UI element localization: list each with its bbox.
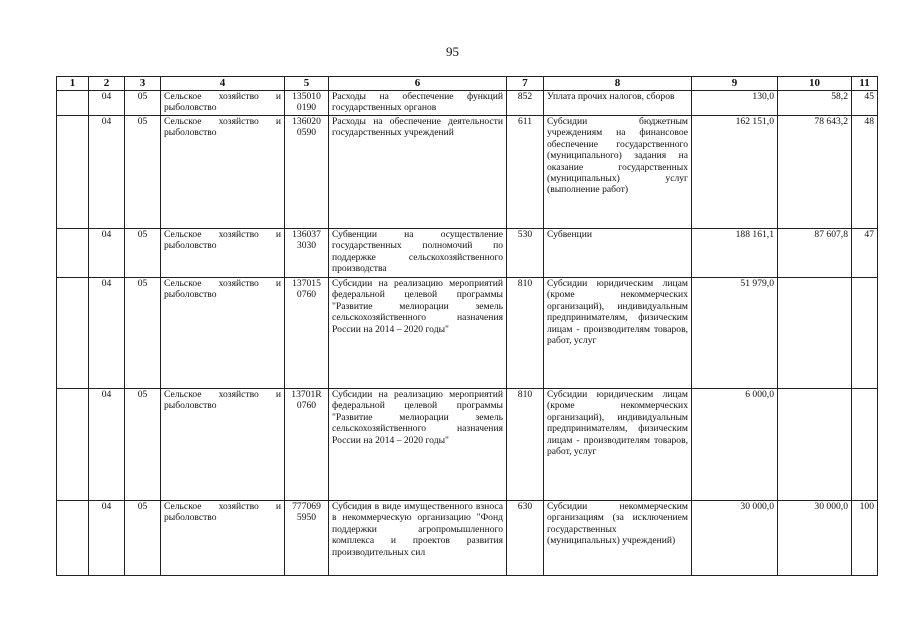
execution-percent xyxy=(852,278,878,389)
section-code: 04 xyxy=(89,116,125,229)
column-header: 10 xyxy=(778,77,852,91)
execution-percent: 48 xyxy=(852,116,878,229)
table-row xyxy=(57,229,878,278)
section-code: 04 xyxy=(89,229,125,278)
article-name: Субсидии на реализацию мероприятий федеральной целевой программы "Развитие мелиорации земель сельскохозяйственного назначения России на 2014 – 2020 годы" xyxy=(329,278,507,389)
target-article-code: 137015 0760 xyxy=(285,278,329,389)
row-cell-empty xyxy=(57,278,89,389)
article-name: Расходы на обеспечение функций государственных органов xyxy=(329,91,507,116)
expense-type-code: 630 xyxy=(507,501,544,576)
table-row xyxy=(57,116,878,229)
executed-amount: 78 643,2 xyxy=(778,116,852,229)
page-number: 95 xyxy=(446,44,459,59)
planned-amount: 130,0 xyxy=(692,91,778,116)
subsection-code: 05 xyxy=(125,501,161,576)
column-header: 8 xyxy=(544,77,692,91)
planned-amount: 6 000,0 xyxy=(692,389,778,501)
executed-amount: 58,2 xyxy=(778,91,852,116)
row-cell-empty xyxy=(57,116,89,229)
section-name: Сельское хозяйство и рыболовство xyxy=(161,116,285,229)
column-header: 11 xyxy=(852,77,878,91)
table-row xyxy=(57,389,878,501)
section-code: 04 xyxy=(89,278,125,389)
expense-type-name: Субсидии юридическим лицам (кроме некоммерческих организаций), индивидуальным предпринимателям, физическим лицам - производителям товаров, работ, услуг xyxy=(544,278,692,389)
article-name: Расходы на обеспечение деятельности государственных учреждений xyxy=(329,116,507,229)
row-cell-empty xyxy=(57,501,89,576)
column-header: 5 xyxy=(285,77,329,91)
execution-percent: 100 xyxy=(852,501,878,576)
header-row xyxy=(57,77,878,91)
subsection-code: 05 xyxy=(125,91,161,116)
section-name: Сельское хозяйство и рыболовство xyxy=(161,389,285,501)
planned-amount: 30 000,0 xyxy=(692,501,778,576)
section-name: Сельское хозяйство и рыболовство xyxy=(161,278,285,389)
article-name: Субсидии на реализацию мероприятий федеральной целевой программы "Развитие мелиорации земель сельскохозяйственного назначения России на 2014 – 2020 годы" xyxy=(329,389,507,501)
column-header: 7 xyxy=(507,77,544,91)
expense-type-code: 810 xyxy=(507,389,544,501)
expense-type-code: 611 xyxy=(507,116,544,229)
expense-type-code: 852 xyxy=(507,91,544,116)
table-row xyxy=(57,278,878,389)
target-article-code: 777069 5950 xyxy=(285,501,329,576)
planned-amount: 188 161,1 xyxy=(692,229,778,278)
subsection-code: 05 xyxy=(125,229,161,278)
expense-type-code: 530 xyxy=(507,229,544,278)
table-row xyxy=(57,91,878,116)
subsection-code: 05 xyxy=(125,278,161,389)
table-row xyxy=(57,501,878,576)
article-name: Субвенции на осуществление государственных полномочий по поддержке сельскохозяйственного производства xyxy=(329,229,507,278)
row-cell-empty xyxy=(57,91,89,116)
subsection-code: 05 xyxy=(125,116,161,229)
execution-percent xyxy=(852,389,878,501)
section-code: 04 xyxy=(89,389,125,501)
column-header: 4 xyxy=(161,77,285,91)
column-header: 9 xyxy=(692,77,778,91)
executed-amount xyxy=(778,278,852,389)
section-name: Сельское хозяйство и рыболовство xyxy=(161,229,285,278)
expense-type-code: 810 xyxy=(507,278,544,389)
expense-type-name: Уплата прочих налогов, сборов xyxy=(544,91,692,116)
article-name: Субсидия в виде имущественного взноса в некоммерческую организацию "Фонд поддержки агропромышленного комплекса и проектов развития производительных сил xyxy=(329,501,507,576)
planned-amount: 162 151,0 xyxy=(692,116,778,229)
executed-amount xyxy=(778,389,852,501)
row-cell-empty xyxy=(57,229,89,278)
expense-type-name: Субсидии бюджетным учреждениям на финансовое обеспечение государственного (муниципального) задания на оказание государственных (муниципальных) услуг (выполнение работ) xyxy=(544,116,692,229)
expense-type-name: Субвенции xyxy=(544,229,692,278)
column-header: 1 xyxy=(57,77,89,91)
budget-table xyxy=(56,76,878,576)
expense-type-name: Субсидии юридическим лицам (кроме некоммерческих организаций), индивидуальным предпринимателям, физическим лицам - производителям товаров, работ, услуг xyxy=(544,389,692,501)
executed-amount: 30 000,0 xyxy=(778,501,852,576)
section-name: Сельское хозяйство и рыболовство xyxy=(161,91,285,116)
section-code: 04 xyxy=(89,501,125,576)
execution-percent: 45 xyxy=(852,91,878,116)
execution-percent: 47 xyxy=(852,229,878,278)
section-name: Сельское хозяйство и рыболовство xyxy=(161,501,285,576)
target-article-code: 136037 3030 xyxy=(285,229,329,278)
section-code: 04 xyxy=(89,91,125,116)
column-header: 6 xyxy=(329,77,507,91)
target-article-code: 135010 0190 xyxy=(285,91,329,116)
executed-amount: 87 607,8 xyxy=(778,229,852,278)
row-cell-empty xyxy=(57,389,89,501)
target-article-code: 13701R 0760 xyxy=(285,389,329,501)
planned-amount: 51 979,0 xyxy=(692,278,778,389)
column-header: 3 xyxy=(125,77,161,91)
subsection-code: 05 xyxy=(125,389,161,501)
column-header: 2 xyxy=(89,77,125,91)
target-article-code: 136020 0590 xyxy=(285,116,329,229)
expense-type-name: Субсидии некоммерческим организациям (за исключением государственных (муниципальных) учреждений) xyxy=(544,501,692,576)
